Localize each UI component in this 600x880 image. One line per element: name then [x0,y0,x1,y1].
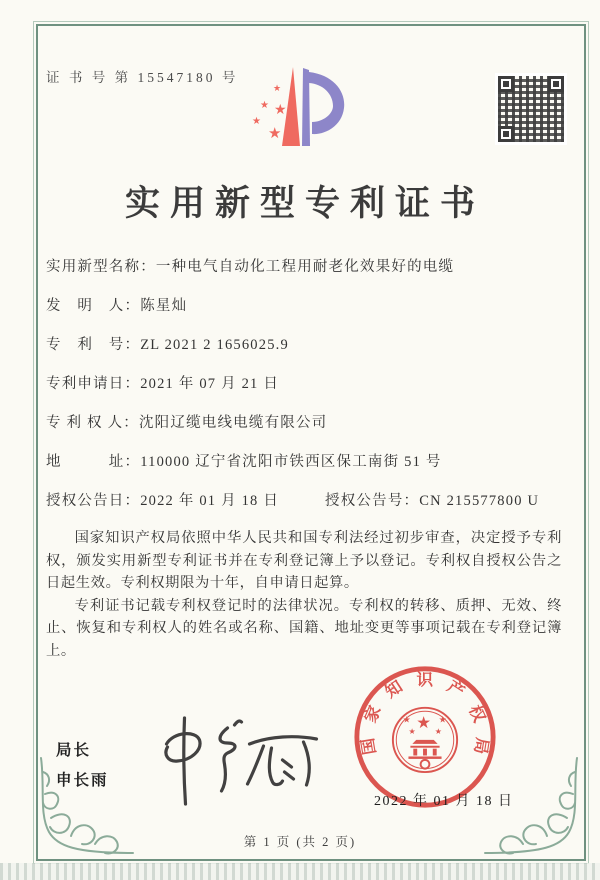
certificate-fields [46,255,562,528]
svg-text:★: ★ [416,713,432,733]
field-filing-date [46,372,562,396]
field-address [46,450,562,474]
field-value: 沈阳辽缆电线电缆有限公司 [138,415,328,431]
svg-text:★: ★ [268,126,282,142]
legal-paragraph-2: 专利证书记载专利权登记时的法律状况。专利权的转移、质押、无效、终止、恢复和专利权人的姓名或名称、国籍、地址变更等事项记载在专利登记簿上。 [46,597,562,659]
field-label: 地 址： [46,454,141,470]
seal-circular-text: 国家知识产权局 [357,670,493,757]
qr-finder-icon [548,76,564,92]
field-utility-model-name [46,255,562,279]
national-emblem-icon [393,708,457,772]
svg-text:★: ★ [260,100,269,111]
director-title: 局长 [56,742,92,759]
svg-text:★: ★ [274,103,287,118]
legal-text [46,527,562,663]
field-value: 2021 年 07 月 21 日 [140,376,280,392]
certificate-number: 证 书 号 第 15547180 号 [46,70,239,85]
svg-text:★: ★ [408,727,416,737]
field-patentee [46,411,562,435]
field-inventor [46,294,562,318]
director-signature-icon [150,712,328,812]
svg-text:★: ★ [402,714,411,725]
field-label: 专利申请日： [46,376,141,392]
field-label: 授权公告日： [46,493,141,509]
official-seal-icon [352,664,498,810]
cnipa-logo-icon [248,62,348,152]
seal-date: 2022 年 01 月 18 日 [374,794,514,809]
svg-text:★: ★ [434,727,442,737]
field-value: 110000 辽宁省沈阳市铁西区保工南街 51 号 [140,454,442,470]
gazette-value: CN 215577800 U [419,493,540,509]
field-value: 2022 年 01 月 18 日 [140,493,280,509]
page-number: 第 1 页 (共 2 页) [243,835,357,849]
gazette-label: 授权公告号： [325,493,420,509]
field-value: ZL 2021 2 1656025.9 [140,337,289,353]
qr-finder-icon [498,76,514,92]
qr-finder-icon [498,126,514,142]
field-label: 实用新型名称： [46,259,156,275]
legal-paragraph-1: 国家知识产权局依照中华人民共和国专利法经过初步审查，决定授予专利权，颁发实用新型专利证书并在专利登记簿上予以登记。专利权自授权公告之日起生效。专利权期限为十年，自申请日起算。 [46,530,562,592]
field-label: 发 明 人： [46,298,141,314]
field-patent-number [46,333,562,357]
field-grant-date-and-gazette [46,489,562,513]
field-value: 一种电气自动化工程用耐老化效果好的电缆 [155,259,455,275]
guilloche-edge-strip [0,863,600,880]
certificate-title: 实用新型专利证书 [124,184,485,223]
svg-text:★: ★ [252,116,261,127]
director-block [56,736,109,796]
qr-code [498,76,564,142]
svg-text:★: ★ [438,714,447,725]
director-name: 申长雨 [56,772,109,789]
field-value: 陈星灿 [140,298,188,314]
field-label: 专 利 号： [46,337,141,353]
field-label: 专 利 权 人： [46,415,139,431]
svg-text:★: ★ [273,83,282,93]
